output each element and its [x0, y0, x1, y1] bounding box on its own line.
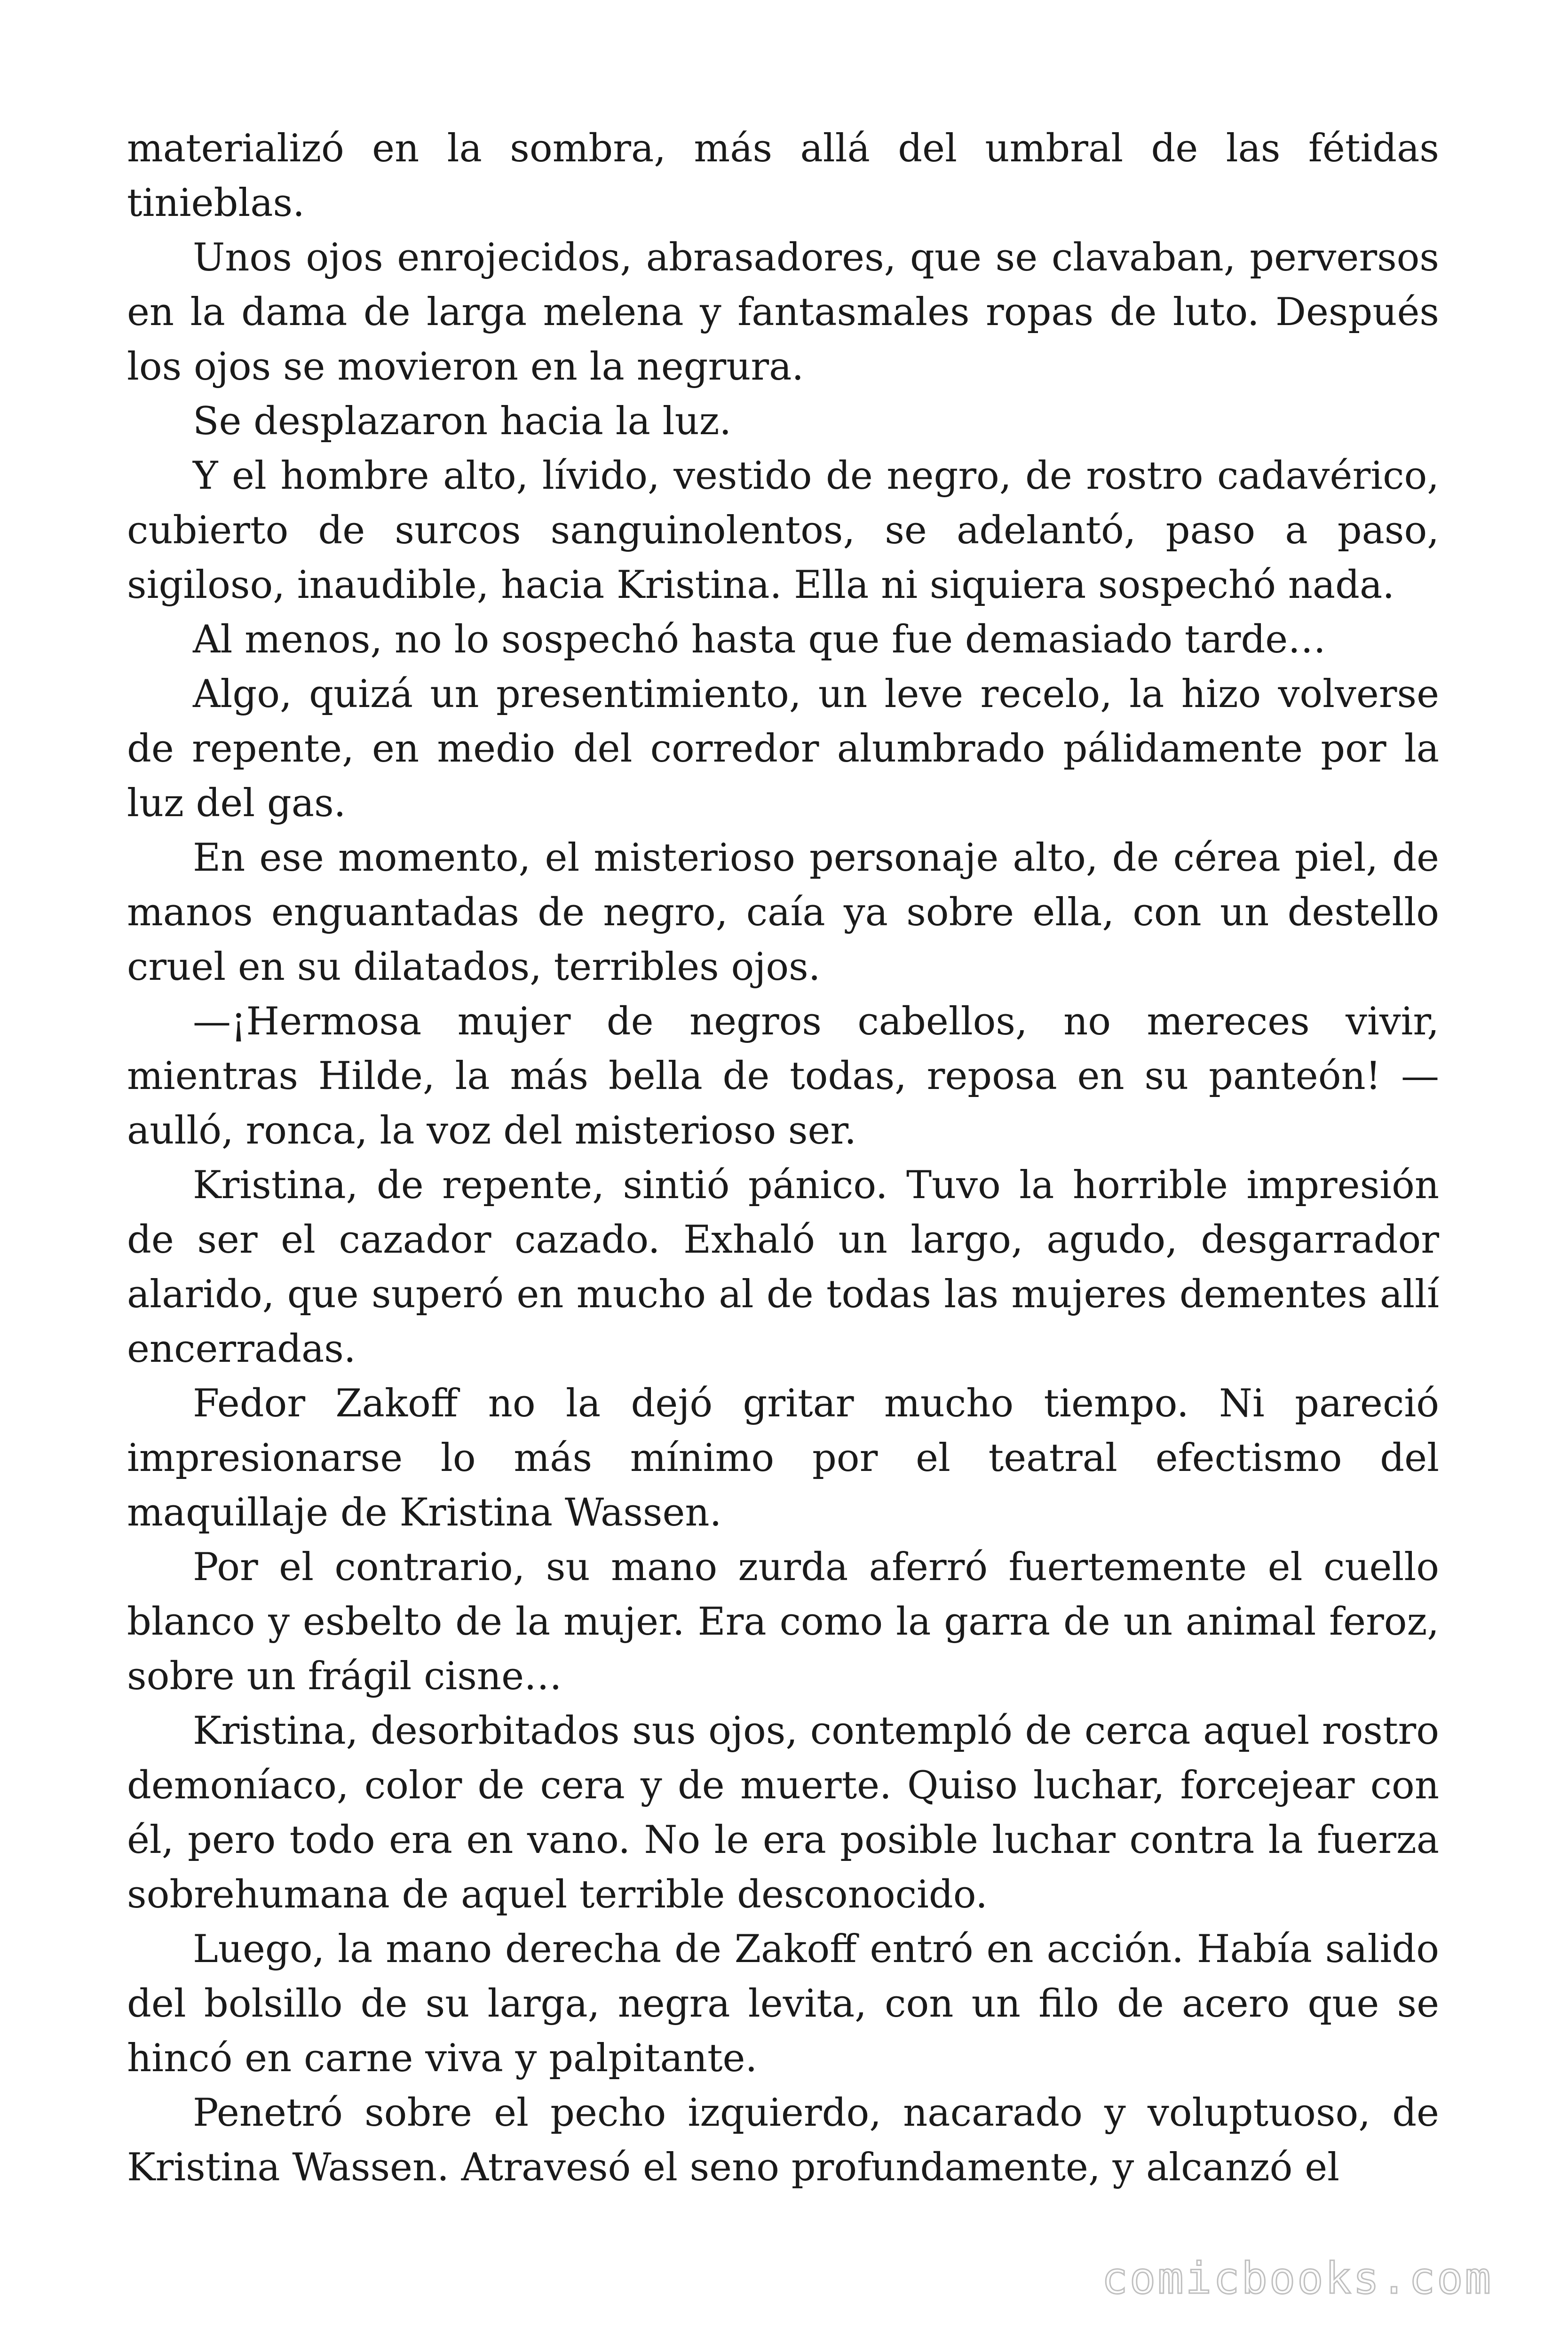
watermark: comicbooks.com	[1101, 2253, 1493, 2304]
paragraph: Algo, quizá un presentimiento, un leve recelo, la hizo volverse de repente, en medio del corredor alumbrado pálidamente por la luz del gas.	[127, 672, 1439, 826]
paragraph: Luego, la mano derecha de Zakoff entró en acción. Había salido del bolsillo de su larga, negra levita, con un filo de acero que se hincó en carne viva y palpitante.	[127, 1927, 1439, 2081]
paragraph: —¡Hermosa mujer de negros cabellos, no mereces vivir, mientras Hilde, la más bella de todas, reposa en su panteón! — aulló, ronca, la voz del misterioso ser.	[127, 1000, 1439, 1153]
paragraph: Penetró sobre el pecho izquierdo, nacarado y voluptuoso, de Kristina Wassen. Atravesó el seno profundamente, y alcanzó el	[127, 2091, 1439, 2190]
paragraph: Al menos, no lo sospechó hasta que fue demasiado tarde…	[193, 618, 1326, 662]
paragraph: Kristina, desorbitados sus ojos, contempló de cerca aquel rostro demoníaco, color de cera y de muerte. Quiso luchar, forcejear con él, pero todo era en vano. No le era posible luchar contra la fuerza sobrehumana de aquel terrible desconocido.	[127, 1709, 1439, 1917]
body-text	[127, 121, 1439, 2195]
paragraph: materializó en la sombra, más allá del umbral de las fétidas tinieblas.	[127, 127, 1439, 225]
paragraph: Kristina, de repente, sintió pánico. Tuvo la horrible impresión de ser el cazador cazado. Exhaló un largo, agudo, desgarrador alarido, que superó en mucho al de todas las mujeres dementes allí encerradas.	[127, 1163, 1439, 1371]
paragraph: Fedor Zakoff no la dejó gritar mucho tiempo. Ni pareció impresionarse lo más mínimo por el teatral efectismo del maquillaje de Kristina Wassen.	[127, 1382, 1439, 1535]
paragraph: Unos ojos enrojecidos, abrasadores, que se clavaban, perversos en la dama de larga melena y fantasmales ropas de luto. Después los ojos se movieron en la negrura.	[127, 236, 1439, 389]
paragraph: Y el hombre alto, lívido, vestido de negro, de rostro cadavérico, cubierto de surcos sanguinolentos, se adelantó, paso a paso, sigiloso, inaudible, hacia Kristina. Ella ni siquiera sospechó nada.	[127, 454, 1439, 607]
paragraph: Por el contrario, su mano zurda aferró fuertemente el cuello blanco y esbelto de la mujer. Era como la garra de un animal feroz, sobre un frágil cisne…	[127, 1545, 1439, 1699]
paragraph: Se desplazaron hacia la luz.	[193, 399, 732, 444]
paragraph: En ese momento, el misterioso personaje alto, de cérea piel, de manos enguantadas de negro, caía ya sobre ella, con un destello cruel en su dilatados, terribles ojos.	[127, 836, 1439, 989]
